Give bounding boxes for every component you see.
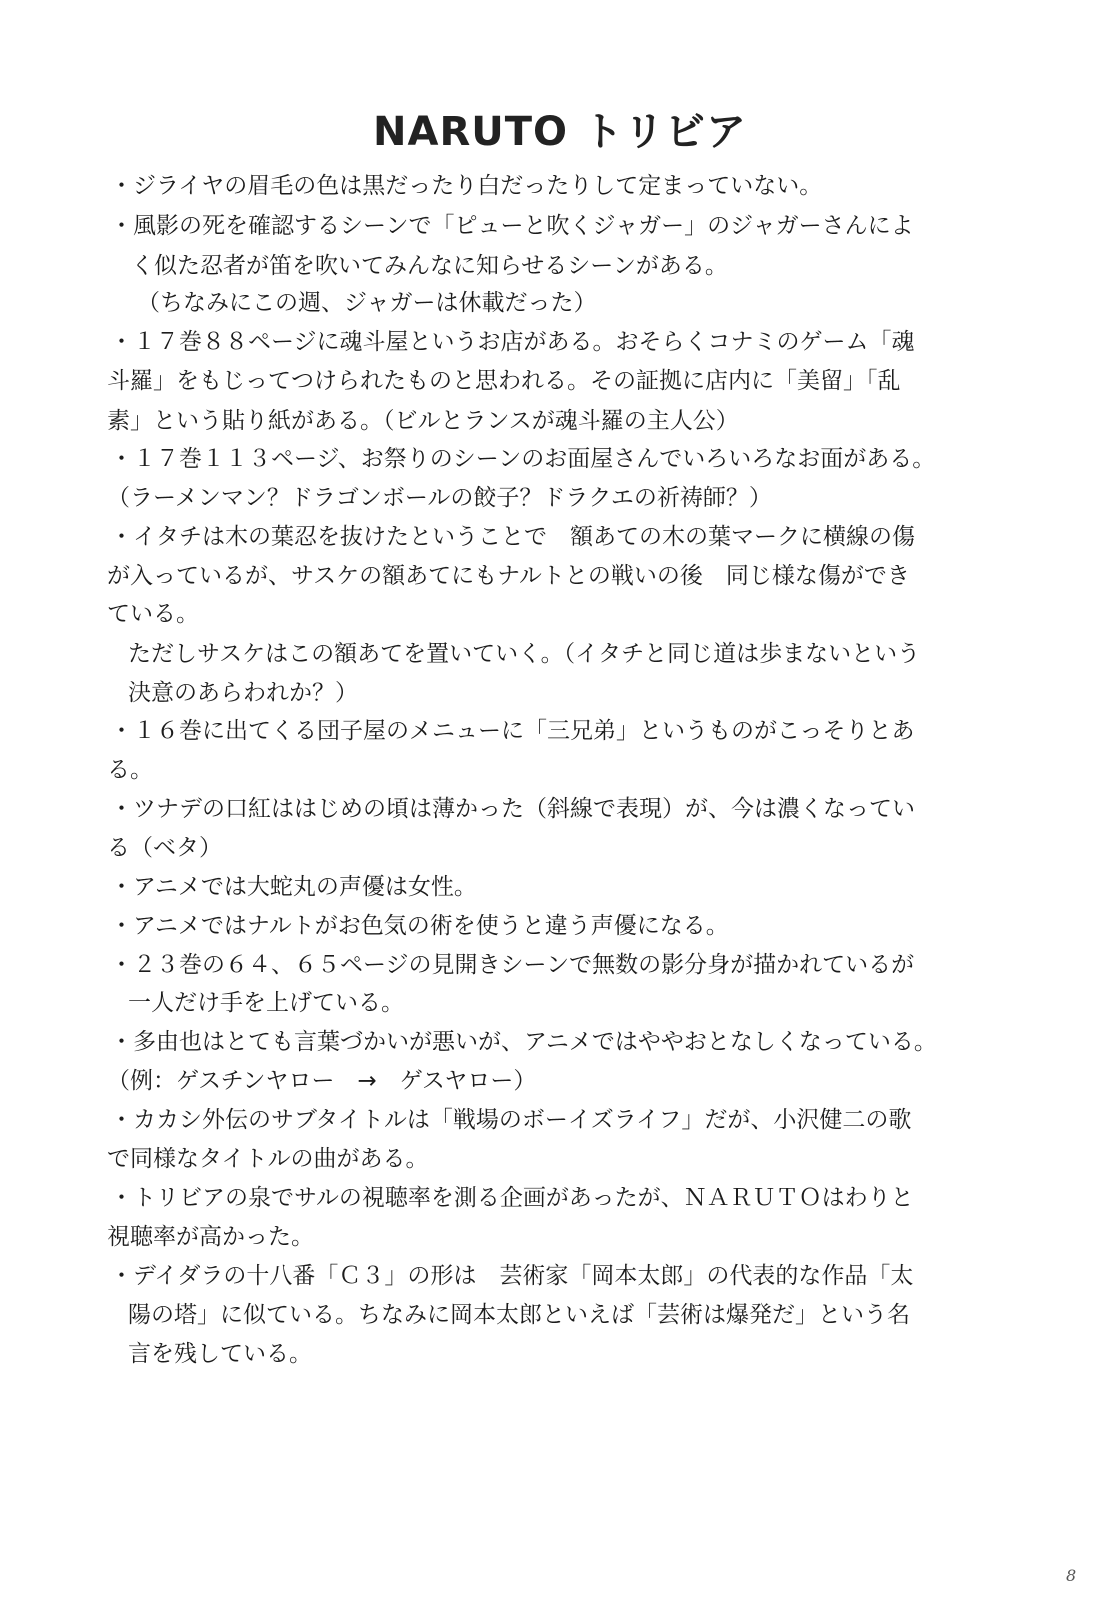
text-line: ・１７巻１１３ページ、お祭りのシーンのお面屋さんでいろいろなお面がある。 (110, 446, 936, 472)
text-line: ・風影の死を確認するシーンで「ピューと吹くジャガー」のジャガーさんによ (110, 213, 914, 239)
text-line: く似た忍者が笛を吹いてみんなに知らせるシーンがある。 (131, 253, 728, 279)
text-line: 視聴率が高かった。 (107, 1224, 314, 1250)
text-line: 素」という貼り紙がある。（ビルとランスが魂斗羅の主人公） (107, 408, 739, 434)
text-line: ・ツナデの口紅ははじめの頃は薄かった（斜線で表現）が、今は濃くなってい (110, 796, 915, 822)
text-line: ・アニメでは大蛇丸の声優は女性。 (110, 874, 477, 900)
text-line: 言を残している。 (128, 1341, 312, 1367)
text-line: ・ジライヤの眉毛の色は黒だったり白だったりして定まっていない。 (110, 173, 823, 199)
text-line: 決意のあらわれか？） (128, 680, 358, 706)
text-line: 陽の塔」に似ている。ちなみに岡本太郎といえば「芸術は爆発だ」という名 (128, 1302, 910, 1328)
text-line: ・１６巻に出てくる団子屋のメニューに「三兄弟」というものがこっそりとあ (110, 718, 915, 744)
text-line: （例：ゲスチンヤロー → ゲスヤロー） (107, 1068, 537, 1094)
text-line: ・アニメではナルトがお色気の術を使うと違う声優になる。 (110, 913, 729, 939)
text-line: で同様なタイトルの曲がある。 (107, 1146, 429, 1172)
text-line: る。 (107, 757, 153, 783)
text-line: ・１７巻８８ページに魂斗屋というお店がある。おそらくコナミのゲーム「魂 (110, 329, 915, 355)
text-line: ・トリビアの泉でサルの視聴率を測る企画があったが、ＮＡＲＵＴＯはわりと (110, 1185, 914, 1211)
text-line: 斗羅」をもじってつけられたものと思われる。その証拠に店内に「美留」「乱 (107, 368, 901, 394)
text-line: （ちなみにこの週、ジャガーは休載だった） (137, 290, 597, 316)
text-line: る（ベタ） (107, 835, 222, 861)
text-line: ・２３巻の６４、６５ページの見開きシーンで無数の影分身が描かれているが (110, 952, 915, 978)
page-number: 8 (1066, 1566, 1077, 1585)
text-line: （ラーメンマン？ドラゴンボールの餃子？ドラクエの祈祷師？） (107, 485, 772, 511)
text-line: が入っているが、サスケの額あてにもナルトとの戦いの後 同じ様な傷ができ (107, 563, 910, 589)
text-line: ・カカシ外伝のサブタイトルは「戦場のボーイズライフ」だが、小沢健二の歌 (110, 1107, 912, 1133)
text-line: ている。 (107, 601, 199, 627)
text-line: 一人だけ手を上げている。 (128, 990, 404, 1016)
text-line: ・多由也はとても言葉づかいが悪いが、アニメではややおとなしくなっている。 (110, 1029, 937, 1055)
text-line: ・デイダラの十八番「Ｃ３」の形は 芸術家「岡本太郎」の代表的な作品「太 (110, 1263, 914, 1289)
text-line: ただしサスケはこの額あてを置いていく。（イタチと同じ道は歩まないという (128, 641, 921, 667)
page-title: NARUTO トリビア (373, 109, 747, 155)
text-line: ・イタチは木の葉忍を抜けたということで 額あての木の葉マークに横線の傷 (110, 524, 915, 550)
